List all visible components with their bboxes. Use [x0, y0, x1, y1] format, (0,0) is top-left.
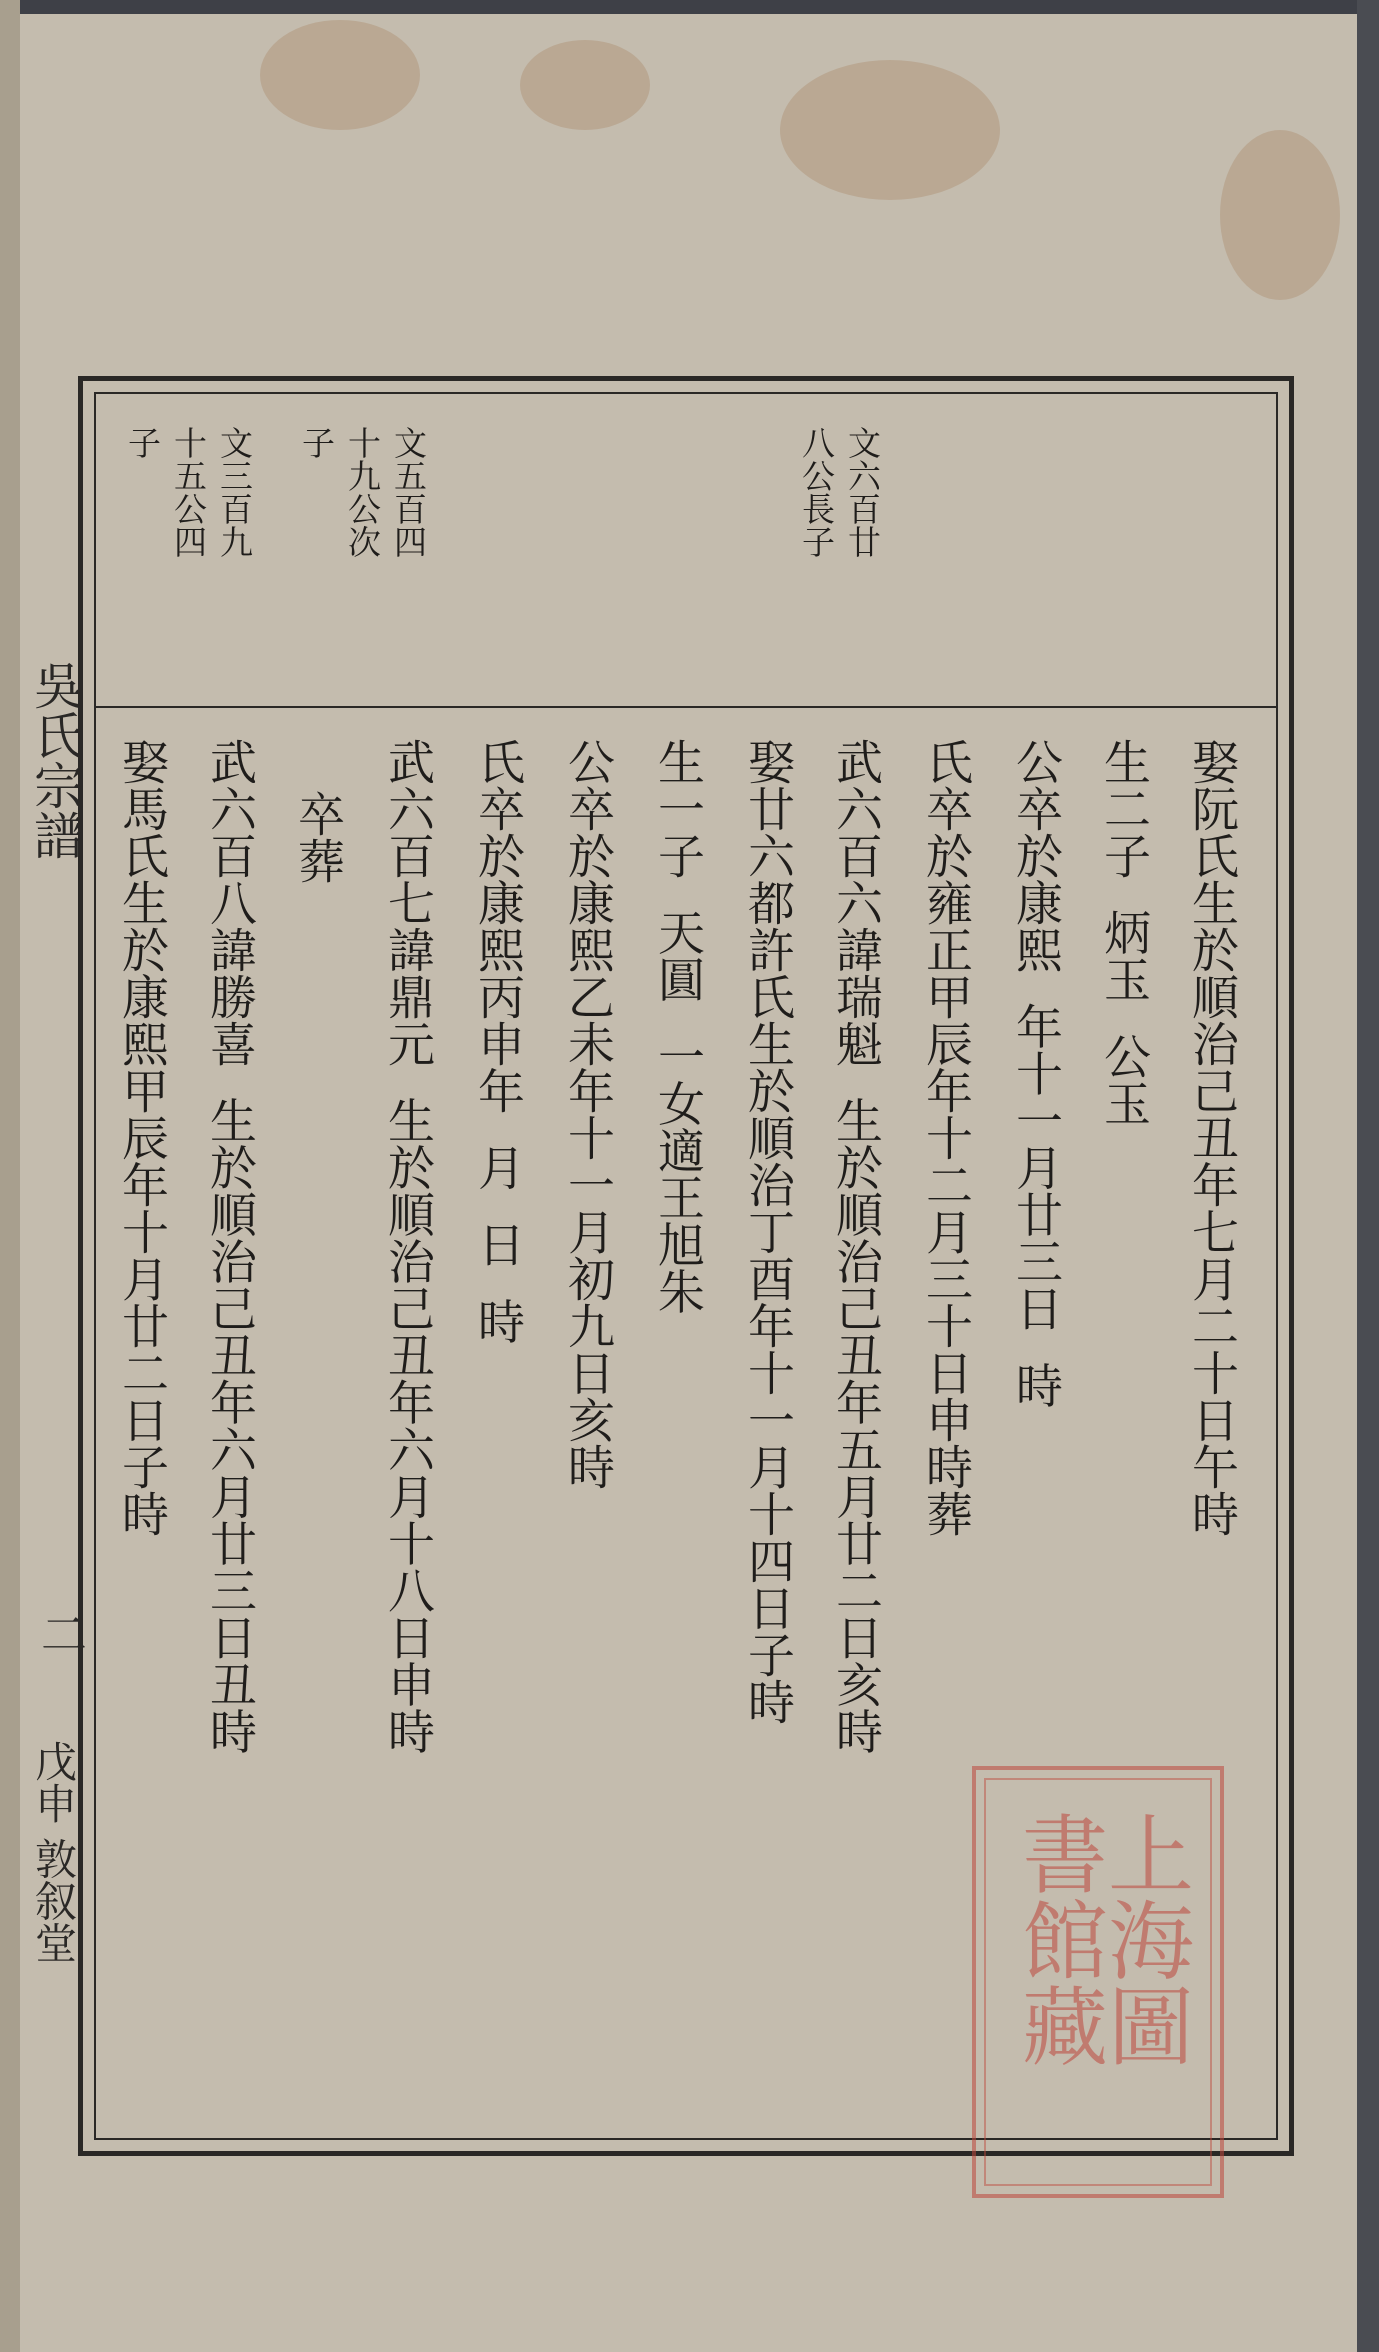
margin-title: 吳氏宗譜: [26, 660, 84, 860]
upper-line: 十九公次: [343, 426, 382, 558]
left-edge: [0, 0, 20, 2352]
text-column: 武六百六諱瑞魁 生於順治己丑年五月廿二日亥時: [828, 738, 883, 1755]
text-column: 氏卒於康熙丙申年 月 日 時: [470, 738, 525, 1345]
water-stain: [1220, 130, 1340, 300]
text-column: 卒葬: [290, 790, 345, 884]
upper-line: 子: [297, 426, 336, 459]
text-column: 武六百八諱勝喜 生於順治己丑年六月廿三日丑時: [202, 738, 257, 1755]
text-column: 娶馬氏生於康熙甲辰年十月廿二日子時: [114, 738, 169, 1537]
upper-line: 八公長子: [797, 426, 836, 558]
upper-line: 子: [123, 426, 162, 459]
water-stain: [520, 40, 650, 130]
text-column: 公卒於康熙 年十一月廿三日 時: [1008, 738, 1063, 1409]
text-column: 公卒於康熙乙未年十一月初九日亥時: [560, 738, 615, 1490]
upper-line: 文三百九: [215, 426, 254, 558]
text-column: 氏卒於雍正甲辰年十二月三十日申時葬: [918, 738, 973, 1537]
water-stain: [260, 20, 420, 130]
upper-line: 文六百廿: [843, 426, 882, 558]
seal-text: 上海圖書館藏: [1007, 1810, 1193, 2068]
register-divider: [94, 706, 1278, 708]
top-edge: [0, 0, 1379, 14]
text-column: 武六百七諱鼎元 生於順治己丑年六月十八日申時: [380, 738, 435, 1755]
text-column: 娶廿六都許氏生於順治丁酉年十一月十四日子時: [740, 738, 795, 1725]
text-column: 娶阮氏生於順治己丑年七月二十日午時: [1184, 738, 1239, 1537]
margin-edition: 戊申 敦叙堂: [29, 1740, 78, 1964]
right-edge: [1357, 0, 1379, 2352]
library-seal: [972, 1766, 1224, 2198]
text-column: 生二子 炳玉 公玉: [1096, 738, 1151, 1127]
text-column: 生一子 天圓 一女適王旭朱: [650, 738, 705, 1315]
water-stain: [780, 60, 1000, 200]
margin-page-number: 二: [34, 1610, 88, 1656]
upper-line: 十五公四: [169, 426, 208, 558]
upper-line: 文五百四: [389, 426, 428, 558]
